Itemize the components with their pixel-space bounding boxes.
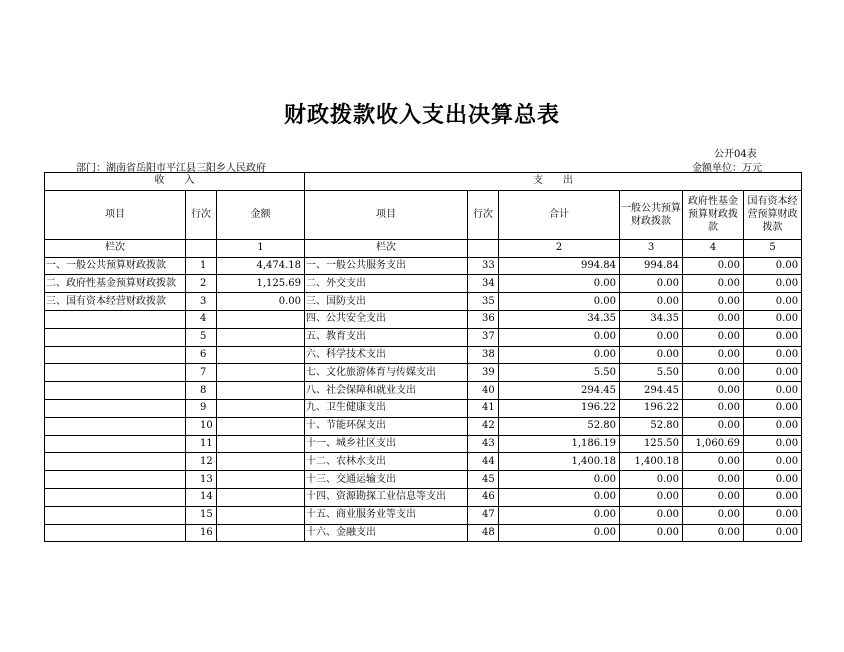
expense-line-cell: 36	[468, 310, 499, 328]
state-capital-cell: 0.00	[744, 399, 802, 417]
general-budget-cell: 0.00	[620, 328, 683, 346]
income-amount-cell	[217, 382, 305, 400]
total-cell: 0.00	[499, 506, 620, 524]
income-item-cell	[45, 435, 186, 453]
index-col3: 3	[620, 239, 683, 257]
total-cell: 0.00	[499, 275, 620, 293]
general-budget-cell: 5.50	[620, 364, 683, 382]
total-cell: 196.22	[499, 399, 620, 417]
expense-item-cell: 十一、城乡社区支出	[305, 435, 468, 453]
general-budget-cell: 0.00	[620, 346, 683, 364]
income-item-cell	[45, 382, 186, 400]
col-income-amount: 金额	[217, 190, 305, 239]
income-amount-cell	[217, 328, 305, 346]
general-budget-cell: 0.00	[620, 293, 683, 311]
total-cell: 0.00	[499, 524, 620, 542]
state-capital-cell: 0.00	[744, 364, 802, 382]
state-capital-cell: 0.00	[744, 471, 802, 489]
fund-budget-cell: 0.00	[683, 399, 744, 417]
expense-item-cell: 十三、交通运输支出	[305, 471, 468, 489]
index-row	[45, 239, 802, 257]
col-expense-line: 行次	[468, 190, 499, 239]
expense-line-cell: 39	[468, 364, 499, 382]
table-row	[45, 275, 802, 293]
income-item-cell	[45, 506, 186, 524]
fund-budget-cell: 0.00	[683, 417, 744, 435]
table-row	[45, 364, 802, 382]
fund-budget-cell: 0.00	[683, 488, 744, 506]
index-col5: 5	[744, 239, 802, 257]
general-budget-cell: 0.00	[620, 524, 683, 542]
expense-item-cell: 四、公共安全支出	[305, 310, 468, 328]
state-capital-cell: 0.00	[744, 453, 802, 471]
table-row	[45, 471, 802, 489]
income-item-cell	[45, 364, 186, 382]
income-amount-cell	[217, 453, 305, 471]
income-amount-cell	[217, 435, 305, 453]
expense-header: 支 出	[305, 173, 802, 191]
state-capital-cell: 0.00	[744, 382, 802, 400]
income-line-cell: 11	[186, 435, 217, 453]
state-capital-cell: 0.00	[744, 435, 802, 453]
form-number: 公开04表	[714, 149, 757, 160]
general-budget-cell: 125.50	[620, 435, 683, 453]
budget-table	[44, 172, 802, 542]
total-cell: 294.45	[499, 382, 620, 400]
income-item-cell	[45, 310, 186, 328]
col-general-budget: 一般公共预算财政拨款	[620, 190, 683, 239]
state-capital-cell: 0.00	[744, 257, 802, 275]
general-budget-cell: 994.84	[620, 257, 683, 275]
income-line-cell: 10	[186, 417, 217, 435]
general-budget-cell: 0.00	[620, 471, 683, 489]
income-amount-cell	[217, 364, 305, 382]
income-line-cell: 7	[186, 364, 217, 382]
income-item-cell	[45, 471, 186, 489]
general-budget-cell: 34.35	[620, 310, 683, 328]
expense-line-cell: 42	[468, 417, 499, 435]
total-cell: 0.00	[499, 346, 620, 364]
expense-item-cell: 八、社会保障和就业支出	[305, 382, 468, 400]
income-item-cell: 三、国有资本经营财政拨款	[45, 293, 186, 311]
expense-line-cell: 35	[468, 293, 499, 311]
fund-budget-cell: 0.00	[683, 275, 744, 293]
section-header-row	[45, 173, 802, 191]
col-expense-item: 项目	[305, 190, 468, 239]
table-row	[45, 506, 802, 524]
income-amount-cell: 1,125.69	[217, 275, 305, 293]
income-line-cell: 14	[186, 488, 217, 506]
fund-budget-cell: 0.00	[683, 382, 744, 400]
table-row	[45, 524, 802, 542]
col-total: 合计	[499, 190, 620, 239]
state-capital-cell: 0.00	[744, 328, 802, 346]
income-item-cell	[45, 346, 186, 364]
table-row	[45, 399, 802, 417]
fund-budget-cell: 0.00	[683, 364, 744, 382]
income-item-cell: 二、政府性基金预算财政拨款	[45, 275, 186, 293]
expense-line-cell: 48	[468, 524, 499, 542]
col-state-capital: 国有资本经营预算财政拨款	[744, 190, 802, 239]
general-budget-cell: 0.00	[620, 488, 683, 506]
income-amount-cell: 0.00	[217, 293, 305, 311]
fund-budget-cell: 0.00	[683, 471, 744, 489]
expense-item-cell: 五、教育支出	[305, 328, 468, 346]
column-header-row	[45, 190, 802, 239]
fund-budget-cell: 0.00	[683, 346, 744, 364]
fund-budget-cell: 0.00	[683, 506, 744, 524]
income-header: 收 入	[45, 173, 305, 191]
income-amount-cell	[217, 417, 305, 435]
expense-item-cell: 十、节能环保支出	[305, 417, 468, 435]
income-amount-cell	[217, 346, 305, 364]
total-cell: 34.35	[499, 310, 620, 328]
income-amount-cell	[217, 506, 305, 524]
expense-line-cell: 43	[468, 435, 499, 453]
table-row	[45, 310, 802, 328]
income-amount-cell	[217, 488, 305, 506]
income-amount-cell	[217, 471, 305, 489]
income-line-cell: 2	[186, 275, 217, 293]
income-line-cell: 3	[186, 293, 217, 311]
state-capital-cell: 0.00	[744, 346, 802, 364]
index-col4: 4	[683, 239, 744, 257]
income-line-cell: 15	[186, 506, 217, 524]
table-row	[45, 435, 802, 453]
total-cell: 52.80	[499, 417, 620, 435]
fund-budget-cell: 0.00	[683, 524, 744, 542]
expense-item-cell: 三、国防支出	[305, 293, 468, 311]
state-capital-cell: 0.00	[744, 524, 802, 542]
department-label: 部门：湖南省岳阳市平江县三阳乡人民政府	[76, 163, 266, 174]
income-line-cell: 6	[186, 346, 217, 364]
table-row	[45, 346, 802, 364]
income-amount-cell	[217, 524, 305, 542]
expense-item-cell: 十二、农林水支出	[305, 453, 468, 471]
income-line-cell: 13	[186, 471, 217, 489]
fund-budget-cell: 0.00	[683, 257, 744, 275]
expense-item-cell: 六、科学技术支出	[305, 346, 468, 364]
fund-budget-cell: 0.00	[683, 328, 744, 346]
expense-line-cell: 38	[468, 346, 499, 364]
expense-line-cell: 45	[468, 471, 499, 489]
expense-item-cell: 二、外交支出	[305, 275, 468, 293]
income-item-cell	[45, 488, 186, 506]
total-cell: 994.84	[499, 257, 620, 275]
income-line-cell: 9	[186, 399, 217, 417]
table-row	[45, 328, 802, 346]
income-amount-cell	[217, 399, 305, 417]
fund-budget-cell: 0.00	[683, 453, 744, 471]
expense-item-cell: 七、文化旅游体育与传媒支出	[305, 364, 468, 382]
income-amount-cell: 4,474.18	[217, 257, 305, 275]
unit-label: 金额单位：万元	[692, 163, 762, 174]
income-item-cell	[45, 453, 186, 471]
general-budget-cell: 0.00	[620, 506, 683, 524]
col-income-item: 项目	[45, 190, 186, 239]
total-cell: 5.50	[499, 364, 620, 382]
fund-budget-cell: 0.00	[683, 293, 744, 311]
income-line-cell: 8	[186, 382, 217, 400]
general-budget-cell: 196.22	[620, 399, 683, 417]
income-line-cell: 1	[186, 257, 217, 275]
expense-line-cell: 46	[468, 488, 499, 506]
income-line-cell: 5	[186, 328, 217, 346]
expense-line-cell: 41	[468, 399, 499, 417]
state-capital-cell: 0.00	[744, 293, 802, 311]
expense-item-cell: 十五、商业服务业等支出	[305, 506, 468, 524]
table-row	[45, 488, 802, 506]
expense-line-cell: 44	[468, 453, 499, 471]
expense-line-cell: 37	[468, 328, 499, 346]
income-item-cell	[45, 328, 186, 346]
index-col2: 2	[499, 239, 620, 257]
index-label: 栏次	[45, 239, 186, 257]
income-amount-cell	[217, 310, 305, 328]
table-row	[45, 293, 802, 311]
state-capital-cell: 0.00	[744, 488, 802, 506]
col-income-line: 行次	[186, 190, 217, 239]
fund-budget-cell: 1,060.69	[683, 435, 744, 453]
state-capital-cell: 0.00	[744, 417, 802, 435]
expense-line-cell: 47	[468, 506, 499, 524]
income-item-cell: 一、一般公共预算财政拨款	[45, 257, 186, 275]
fund-budget-cell: 0.00	[683, 310, 744, 328]
expense-item-cell: 十四、资源勘探工业信息等支出	[305, 488, 468, 506]
general-budget-cell: 1,400.18	[620, 453, 683, 471]
income-item-cell	[45, 417, 186, 435]
expense-item-cell: 十六、金融支出	[305, 524, 468, 542]
index-col1: 1	[217, 239, 305, 257]
income-line-cell: 12	[186, 453, 217, 471]
table-row	[45, 382, 802, 400]
income-item-cell	[45, 399, 186, 417]
page-title: 财政拨款收入支出决算总表	[283, 102, 560, 128]
total-cell: 0.00	[499, 328, 620, 346]
col-fund-budget: 政府性基金预算财政拨款	[683, 190, 744, 239]
expense-line-cell: 33	[468, 257, 499, 275]
index-exp-label: 栏次	[305, 239, 468, 257]
state-capital-cell: 0.00	[744, 506, 802, 524]
table-row	[45, 453, 802, 471]
expense-item-cell: 一、一般公共服务支出	[305, 257, 468, 275]
expense-item-cell: 九、卫生健康支出	[305, 399, 468, 417]
total-cell: 0.00	[499, 488, 620, 506]
income-line-cell: 4	[186, 310, 217, 328]
total-cell: 0.00	[499, 293, 620, 311]
general-budget-cell: 0.00	[620, 275, 683, 293]
general-budget-cell: 52.80	[620, 417, 683, 435]
table-row	[45, 257, 802, 275]
state-capital-cell: 0.00	[744, 275, 802, 293]
expense-line-cell: 40	[468, 382, 499, 400]
expense-line-cell: 34	[468, 275, 499, 293]
total-cell: 1,400.18	[499, 453, 620, 471]
general-budget-cell: 294.45	[620, 382, 683, 400]
income-item-cell	[45, 524, 186, 542]
total-cell: 0.00	[499, 471, 620, 489]
total-cell: 1,186.19	[499, 435, 620, 453]
state-capital-cell: 0.00	[744, 310, 802, 328]
table-row	[45, 417, 802, 435]
income-line-cell: 16	[186, 524, 217, 542]
